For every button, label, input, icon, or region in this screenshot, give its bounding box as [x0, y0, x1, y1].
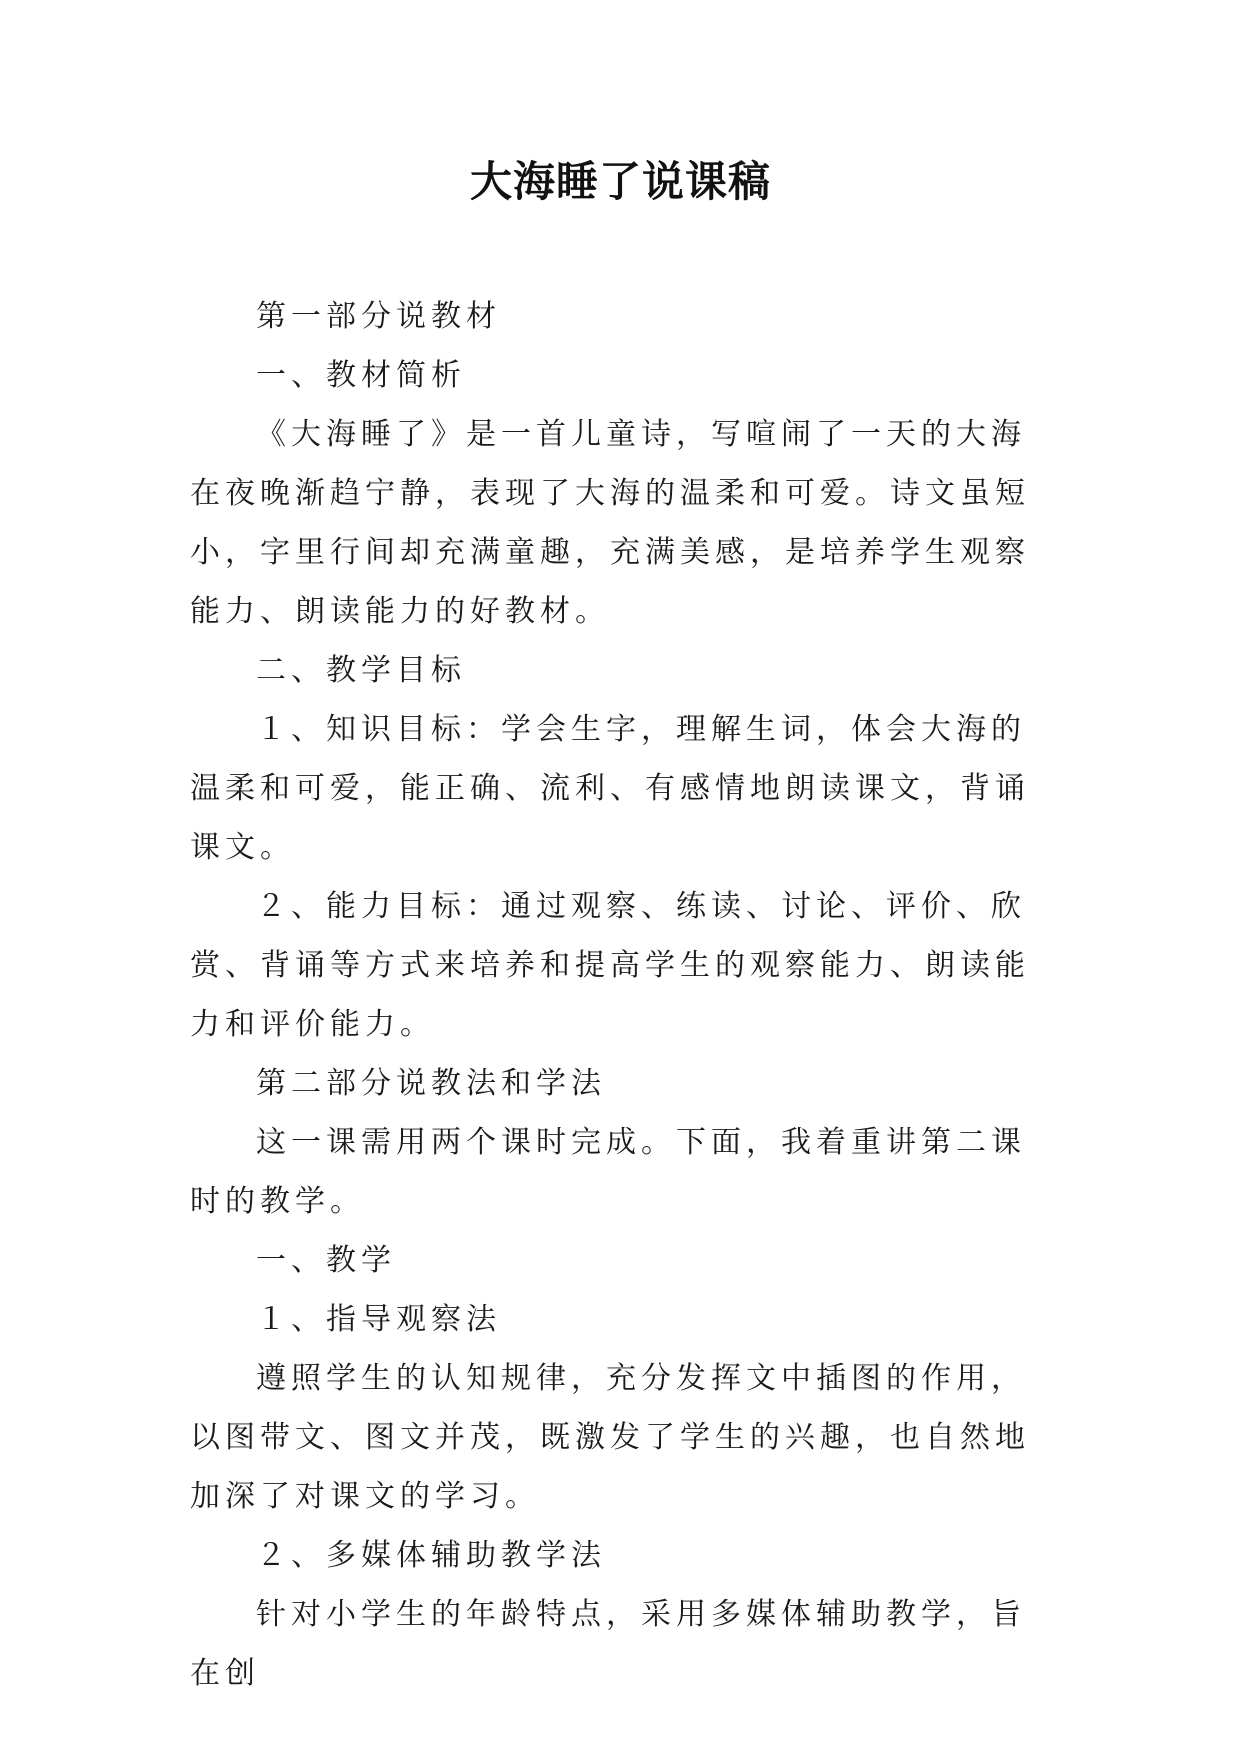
subheading-observation-method: １、指导观察法 — [256, 1302, 501, 1337]
section-heading-part-one: 第一部分说教材 — [256, 299, 501, 334]
subheading-teaching: 一、教学 — [256, 1243, 396, 1278]
paragraph-lesson-plan: 这一课需用两个课时完成。下面，我着重讲第二课时的教学。 — [190, 1125, 1026, 1219]
subheading-teaching-goals: 二、教学目标 — [256, 653, 466, 688]
document-body — [190, 287, 1058, 1703]
subheading-multimedia-method: ２、多媒体辅助教学法 — [256, 1538, 606, 1573]
paragraph-observation-method: 遵照学生的认知规律，充分发挥文中插图的作用，以图带文、图文并茂，既激发了学生的兴趣，也自然地加深了对课文的学习。 — [190, 1361, 1030, 1514]
section-heading-part-two: 第二部分说教法和学法 — [256, 1066, 606, 1101]
paragraph-ability-goal: ２、能力目标：通过观察、练读、讨论、评价、欣赏、背诵等方式来培养和提高学生的观察能力、朗读能力和评价能力。 — [190, 889, 1030, 1042]
subheading-material-analysis: 一、教材简析 — [256, 358, 466, 393]
paragraph-multimedia-method: 针对小学生的年龄特点，采用多媒体辅助教学，旨在创 — [190, 1597, 1026, 1691]
paragraph-material-analysis: 《大海睡了》是一首儿童诗，写喧闹了一天的大海在夜晚渐趋宁静，表现了大海的温柔和可爱。诗文虽短小，字里行间却充满童趣，充满美感，是培养学生观察能力、朗读能力的好教材。 — [190, 417, 1030, 629]
document-title: 大海睡了说课稿 — [469, 157, 771, 206]
paragraph-knowledge-goal: １、知识目标：学会生字，理解生词，体会大海的温柔和可爱，能正确、流利、有感情地朗读课文，背诵课文。 — [190, 712, 1030, 865]
